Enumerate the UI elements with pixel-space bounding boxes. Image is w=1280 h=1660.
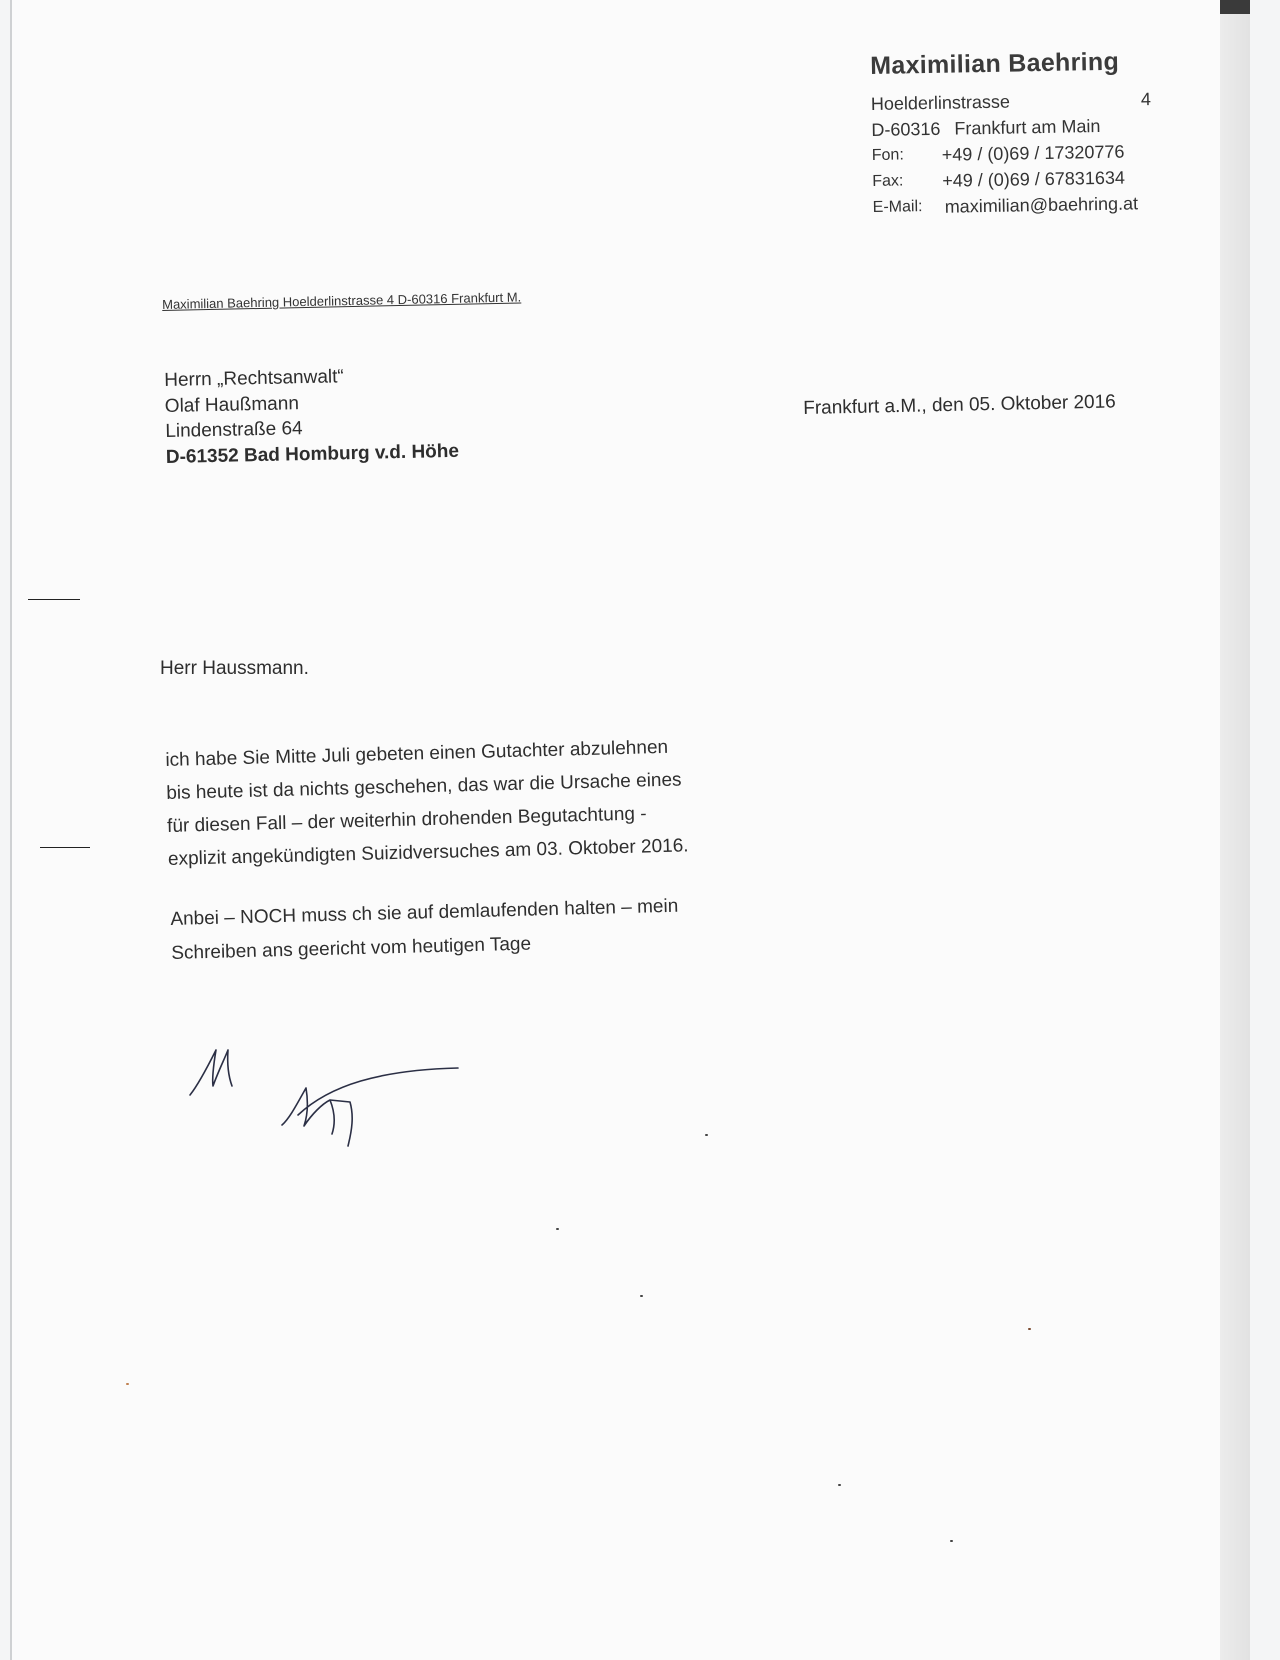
body-line: explizit angekündigten Suizidversuches am 03. Oktober 2016. xyxy=(167,835,689,870)
letterhead-street: Hoelderlinstrasse xyxy=(870,91,1011,114)
recipient-address xyxy=(164,362,459,470)
body-paragraph-1 xyxy=(165,730,689,876)
body-line: Schreiben ans geericht vom heutigen Tage xyxy=(171,933,532,964)
sender-return-line: Maximilian Baehring Hoelderlinstrasse 4 D-60316 Frankfurt M. xyxy=(162,289,522,312)
handwritten-signature xyxy=(180,1030,480,1160)
recipient-line-3: Lindenstraße 64 xyxy=(165,418,303,442)
recipient-line-2: Olaf Haußmann xyxy=(164,392,300,417)
scan-speck xyxy=(838,1484,841,1486)
fold-mark-middle xyxy=(40,847,90,848)
scan-speck xyxy=(1028,1328,1031,1330)
letterhead-name: Maximilian Baehring xyxy=(870,47,1120,80)
scan-edge xyxy=(1220,0,1250,1660)
scan-speck xyxy=(640,1295,643,1297)
scan-speck xyxy=(126,1383,129,1385)
body-line: Anbei – NOCH muss ch sie auf demlaufenden halten – mein xyxy=(170,895,679,930)
letterhead-email-label: E-Mail: xyxy=(872,198,923,216)
letterhead-fax: +49 / (0)69 / 67831634 xyxy=(942,167,1126,191)
letterhead-zip: D-60316 xyxy=(871,118,941,140)
body-line: bis heute ist da nichts geschehen, das war die Ursache eines xyxy=(166,769,682,804)
letterhead-fon: +49 / (0)69 / 17320776 xyxy=(941,141,1125,165)
letterhead-street-number: 4 xyxy=(1140,89,1152,110)
letterhead-email: maximilian@baehring.at xyxy=(944,193,1139,217)
body-line: für diesen Fall – der weiterhin drohenden Begutachtung - xyxy=(166,803,647,837)
date-line: Frankfurt a.M., den 05. Oktober 2016 xyxy=(803,391,1116,419)
letterhead-fax-label: Fax: xyxy=(872,172,904,190)
scan-speck xyxy=(705,1134,708,1136)
body-line: ich habe Sie Mitte Juli gebeten einen Gutachter abzulehnen xyxy=(165,736,669,771)
recipient-line-1: Herrn „Rechtsanwalt“ xyxy=(164,366,344,391)
letterhead xyxy=(870,47,1153,221)
recipient-line-4: D-61352 Bad Homburg v.d. Höhe xyxy=(165,440,460,468)
salutation: Herr Haussmann. xyxy=(160,658,309,679)
letterhead-email-row xyxy=(872,190,1152,221)
scan-corner-shadow xyxy=(1220,0,1250,14)
letterhead-city: Frankfurt am Main xyxy=(954,115,1101,139)
scan-speck xyxy=(556,1228,559,1230)
body-paragraph-2 xyxy=(170,890,680,971)
fold-mark-top xyxy=(28,599,80,600)
letterhead-fon-label: Fon: xyxy=(871,146,904,164)
scan-speck xyxy=(950,1540,953,1542)
